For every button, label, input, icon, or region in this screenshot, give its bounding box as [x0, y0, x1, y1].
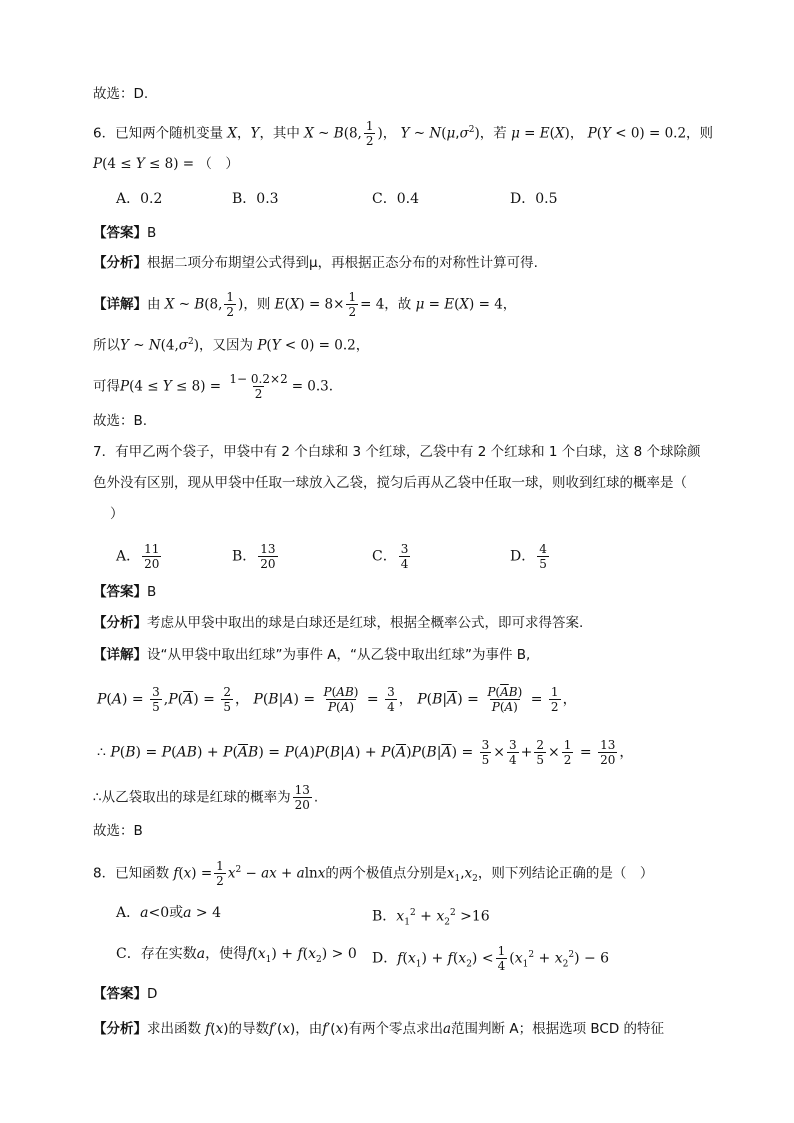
q8-option-d: D．$f(x_1) + f(x_2)$ < $\frac{1}{4}$ $(x_1^2 + x_2^2) - 6$ — [372, 944, 610, 973]
q8-option-a: A．a<0或a > 4 — [116, 905, 222, 921]
q6-detail-line2: 所以Y ~ $N(4,\sigma^2)$，又因为 P(Y < 0) = 0.2， — [93, 337, 370, 354]
q6-answer: 【答案】B — [93, 225, 157, 241]
q7-answer: 【答案】B — [93, 584, 157, 600]
q6-option-b: B．0.3 — [232, 191, 279, 207]
q6-stem: 6．已知两个随机变量 X，Y，其中 X ~ B(8, $\frac{1}{2}$ )， Y ~ $N(\mu,\sigma^2)$，若 μ = E(X)， P(Y < 0) = 0.2，则 — [93, 119, 714, 148]
q8-stem: 8．已知函数 f(x) = $\frac{1}{2}$ $x^2$ − ax + alnx的两个极值点分别是$x_1,x_2$，则下列结论正确的是（ ） — [93, 859, 654, 888]
q7-option-a: A． $\frac{11}{20}$ — [116, 542, 160, 571]
q7-detail: 【详解】设“从甲袋中取出红球”为事件 A，“从乙袋中取出红球”为事件 B, — [93, 647, 531, 663]
q8-option-c: C．存在实数a，使得$f(x_1) + f(x_2) > 0$ — [116, 946, 357, 965]
q7-analysis: 【分析】考虑从甲袋中取出的球是白球还是红球，根据全概率公式，即可求得答案. — [93, 615, 584, 631]
line-prev-answer: 故选：D. — [93, 86, 149, 102]
q8-option-b: B．$x_1^2 + x_2^2 >16$ — [372, 908, 490, 928]
q7-stem-line2: 色外没有区别，现从甲袋中任取一球放入乙袋，搅匀后再从乙袋中任取一球，则收到红球的概率是（ — [93, 475, 687, 491]
q7-option-b: B． $\frac{13}{20}$ — [232, 542, 276, 571]
q6-stem-cont: P(4 ≤ Y ≤ 8) = （ ） — [93, 156, 239, 172]
q6-option-c: C．0.4 — [372, 191, 419, 207]
q6-detail-line3: 可得P(4 ≤ Y ≤ 8) = $\frac{1- 0.2\times 2}{2}$ = 0.3. — [93, 372, 334, 401]
q7-stem-line3: ） — [110, 506, 124, 522]
q7-end: 故选：B — [93, 823, 143, 839]
q6-end: 故选：B. — [93, 413, 148, 429]
q7-conclusion: ∴从乙袋取出的球是红球的概率为 $\frac{13}{20}$ . — [93, 783, 319, 812]
q8-answer: 【答案】D — [93, 986, 158, 1002]
q8-analysis: 【分析】求出函数 f(x)的导数f′(x)，由f′(x)有两个零点求出a范围判断 A；根据选项 BCD 的特征 — [93, 1021, 665, 1037]
q6-analysis: 【分析】根据二项分布期望公式得到μ，再根据正态分布的对称性计算可得. — [93, 255, 538, 271]
q7-stem-line1: 7．有甲乙两个袋子，甲袋中有 2 个白球和 3 个红球，乙袋中有 2 个红球和 1 个白球，这 8 个球除颜 — [93, 444, 701, 460]
q6-option-d: D．0.5 — [510, 191, 558, 207]
q7-detail-eq2: ∴ $P(B) = P(AB) + P(\overline{A}B) = P(A)P(B|A) + P(\overline{A})P(B|\overline{A})$ = $\frac{3}{5}$ × $\frac{3}{4}$ + $\frac{2}{5}$ × $\frac{1}{2}$ = $\frac{13}{20}$ ， — [97, 738, 634, 767]
q7-detail-eq1: P(A) = $\frac{3}{5}$ $,P(\overline{A})$ = $\frac{2}{5}$ ， P(B|A) = $\frac{P(AB)}{P(A)}$ = $\frac{3}{4}$ ， $P(B|\overline{A})$ = $\frac{P(\overline{A}B)}{P(\overline{A})}$ = $\frac{1}{2}$ ， — [97, 685, 577, 714]
q6-option-a: A．0.2 — [116, 191, 163, 207]
q7-option-d: D． $\frac{4}{5}$ — [510, 542, 547, 571]
q7-option-c: C． $\frac{3}{4}$ — [372, 542, 409, 571]
q6-detail: 【详解】由 X ~ B(8, $\frac{1}{2}$ )，则 E(X) = 8× $\frac{1}{2}$ = 4，故 μ = E(X) = 4， — [93, 290, 517, 319]
